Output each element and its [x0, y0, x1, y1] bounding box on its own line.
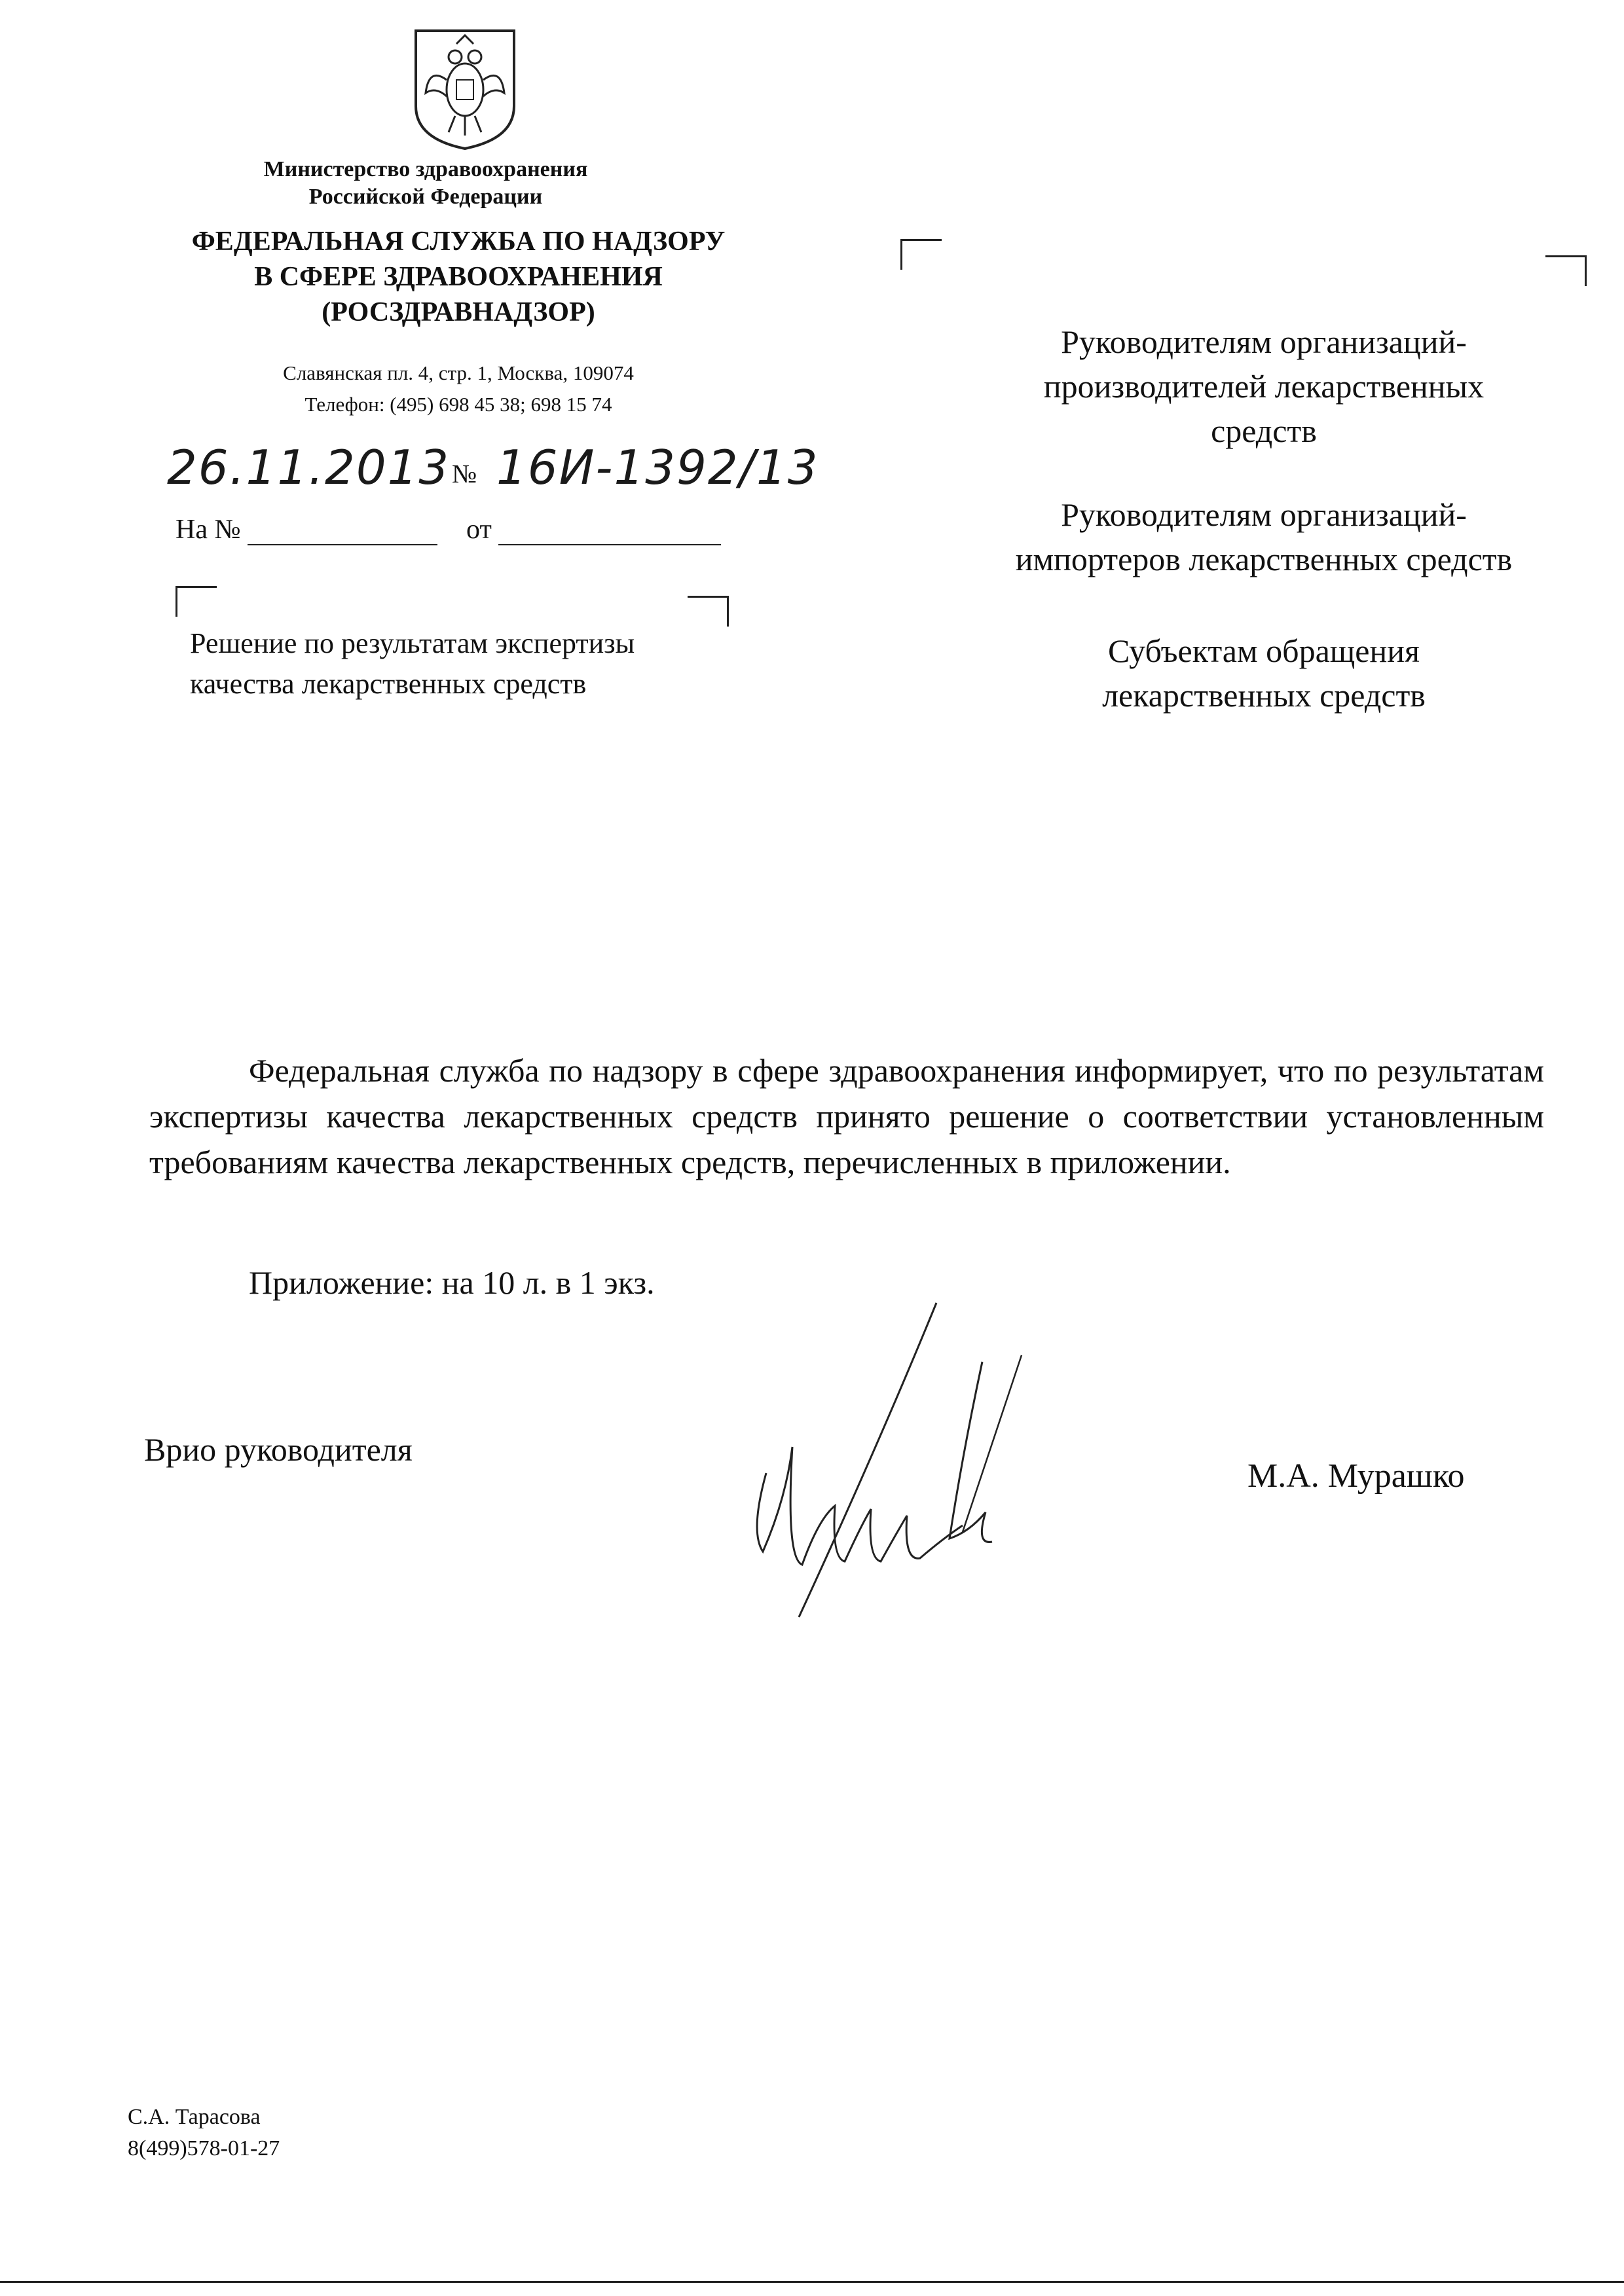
addressee-subjects: Субъектам обращения лекарственных средств — [1102, 632, 1426, 714]
signer-name: М.А. Мурашко — [1247, 1457, 1465, 1495]
reference-number-label: На № — [175, 515, 241, 545]
reference-date-field — [466, 514, 721, 545]
addressee-manufacturers: Руководителям организаций- производителей лекарственных средств — [1043, 323, 1485, 449]
reference-number-blank — [248, 518, 437, 545]
addressee-importers: Руководителям организаций- импортеров лекарственных средств — [1015, 496, 1513, 577]
addressee-corner-left — [900, 239, 942, 270]
handwritten-signature-icon — [747, 1283, 1113, 1624]
signer-title: Врио руководителя — [144, 1431, 413, 1468]
attachment-note: Приложение: на 10 л. в 1 экз. — [249, 1264, 655, 1301]
registration-date: 26.11.2013 — [167, 440, 451, 495]
reference-date-label: от — [466, 515, 492, 545]
executor-phone: 8(499)578-01-27 — [128, 2136, 280, 2160]
executor-contact — [128, 2102, 280, 2164]
subject-corner-left — [175, 586, 217, 617]
letter-body: Федеральная служба по надзору в сфере здравоохранения информирует, что по результатам экспертизы качества лекарственных средств принято решение о соответствии установленным требованиям качества лекарственных средств, перечисленных в приложении. — [149, 1052, 1544, 1180]
registration-number-label: № — [452, 459, 477, 488]
addressee-corner-right — [1545, 255, 1587, 286]
letter-subject: Решение по результатам экспертизы качества лекарственных средств — [190, 627, 635, 700]
executor-name: С.А. Тарасова — [128, 2105, 261, 2129]
ministry-name: Министерство здравоохранения Российской Федерации — [263, 157, 588, 209]
reference-number-field — [175, 514, 437, 545]
subject-corner-right — [688, 596, 729, 627]
service-address: Славянская пл. 4, стр. 1, Москва, 109074 — [283, 361, 634, 384]
service-phone: Телефон: (495) 698 45 38; 698 15 74 — [304, 393, 612, 416]
page-bottom-edge — [0, 2281, 1624, 2283]
service-name: ФЕДЕРАЛЬНАЯ СЛУЖБА ПО НАДЗОРУ В СФЕРЕ ЗДРАВООХРАНЕНИЯ (РОСЗДРАВНАДЗОР) — [191, 227, 726, 327]
service-contacts — [196, 357, 720, 420]
registration-number: 16И-1392/13 — [496, 440, 819, 495]
reference-date-blank — [498, 518, 721, 545]
coat-of-arms-emblem-icon — [409, 27, 521, 152]
